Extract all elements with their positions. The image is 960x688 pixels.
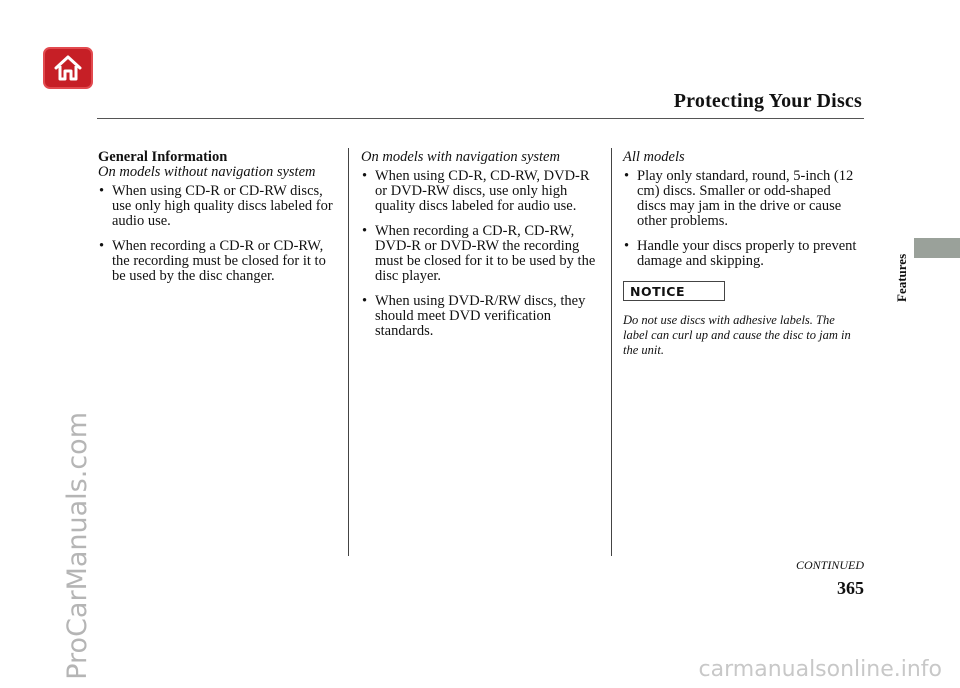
notice-label: NOTICE	[630, 283, 685, 299]
bullet-list	[98, 184, 334, 284]
column-with-navigation	[361, 150, 603, 349]
column-divider	[348, 148, 349, 556]
list-item: • Handle your discs properly to prevent damage and skipping.	[623, 239, 863, 269]
home-button[interactable]	[43, 47, 93, 89]
column-all-models	[623, 150, 863, 358]
bullet-list	[361, 169, 603, 339]
subheading-with-navigation: On models with navigation system	[361, 149, 560, 165]
notice-badge	[623, 281, 725, 301]
section-heading: General Information	[98, 149, 228, 165]
bullet-list	[623, 169, 863, 269]
section-tab-block	[914, 238, 960, 258]
continued-label: CONTINUED	[795, 558, 864, 572]
notice-text: Do not use discs with adhesive labels. The label can curl up and cause the disc to jam in the unit.	[623, 313, 851, 357]
list-item: • When recording a CD-R, CD-RW, DVD-R or DVD-RW the recording must be closed for it to be used by the disc player.	[361, 224, 603, 284]
list-item: • When using CD-R, CD-RW, DVD-R or DVD-RW discs, use only high quality discs labeled for audio use.	[361, 169, 603, 214]
column-divider	[611, 148, 612, 556]
list-item: • When recording a CD-R or CD-RW, the recording must be closed for it to be used by the disc changer.	[98, 239, 334, 284]
home-icon	[53, 54, 83, 82]
page-title: Protecting Your Discs	[673, 90, 862, 112]
list-item: • When using DVD-R/RW discs, they should meet DVD verification standards.	[361, 294, 603, 339]
section-tab-label[interactable]: Features	[894, 254, 909, 303]
page-number: 365	[837, 578, 864, 598]
list-item: • When using CD-R or CD-RW discs, use only high quality discs labeled for audio use.	[98, 184, 334, 229]
side-watermark	[52, 120, 102, 680]
title-rule	[97, 118, 864, 119]
subheading-all-models: All models	[623, 149, 685, 165]
subheading-without-navigation: On models without navigation system	[98, 164, 316, 180]
list-item: • Play only standard, round, 5-inch (12 cm) discs. Smaller or odd-shaped discs may jam in the drive or cause other problems.	[623, 169, 863, 229]
bottom-watermark: carmanualsonline.info	[698, 657, 942, 682]
side-watermark-text: ProCarManuals.com	[61, 412, 93, 680]
column-general-information	[98, 150, 334, 294]
